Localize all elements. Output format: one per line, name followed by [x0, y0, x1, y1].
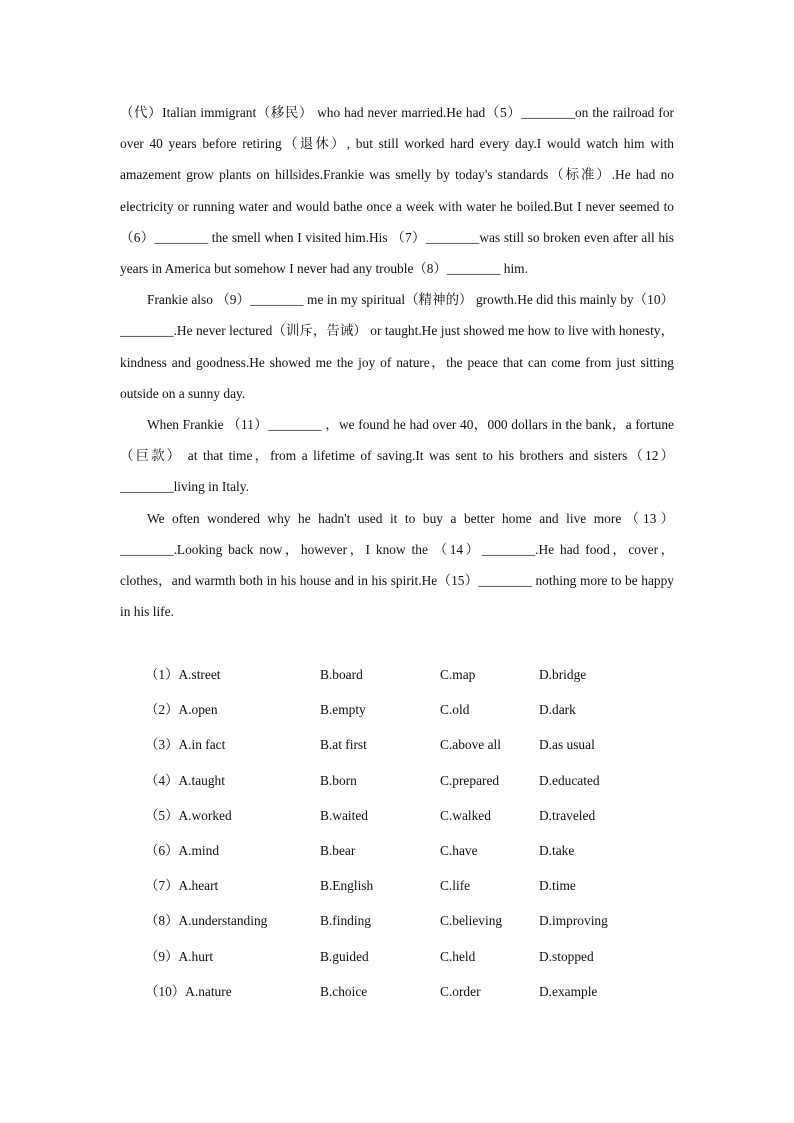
option-b: B.at first	[320, 737, 367, 753]
option-row	[145, 942, 665, 977]
option-b: B.bear	[320, 842, 356, 858]
option-d: D.dark	[539, 702, 576, 718]
option-c: C.order	[440, 983, 481, 999]
option-b: B.empty	[320, 702, 366, 718]
passage-paragraph: We often wondered why he hadn't used it to buy a better home and live more（13）________.Looking back now，however，I know the （14）________.He had food，cover，clothes，and warmth both in his house and in his spirit.He（15）________ nothing more to be happy in his life.	[120, 510, 674, 620]
option-a: （10）A.nature	[145, 983, 232, 999]
option-b: B.guided	[320, 948, 369, 964]
option-row	[145, 871, 665, 906]
option-c: C.life	[440, 878, 471, 894]
option-a: （9）A.hurt	[145, 948, 214, 964]
option-d: D.example	[539, 983, 598, 999]
option-row	[145, 766, 665, 801]
option-b: B.waited	[320, 807, 368, 823]
option-a: （6）A.mind	[145, 842, 220, 858]
option-row	[145, 660, 665, 695]
option-d: D.stopped	[539, 948, 594, 964]
option-a: （4）A.taught	[145, 772, 225, 788]
option-d: D.improving	[539, 913, 608, 929]
option-row	[145, 906, 665, 941]
option-row	[145, 695, 665, 730]
option-d: D.bridge	[539, 667, 587, 682]
option-a: （3）A.in fact	[145, 737, 226, 753]
option-c: C.walked	[440, 807, 491, 823]
option-b: B.board	[320, 667, 363, 682]
option-b: B.finding	[320, 913, 371, 929]
passage-paragraph: Frankie also （9）________ me in my spiritual（精神的） growth.He did this mainly by（10）________.He never lectured（训斥，告诫） or taught.He just showed me how to live with honesty，kindness and goodness.He showed me the joy of nature，the peace that can come from just sitting outside on a sunny day.	[120, 292, 674, 401]
option-a: （1）A.street	[145, 667, 221, 682]
option-a: （8）A.understanding	[145, 913, 268, 929]
option-a: （5）A.worked	[145, 807, 232, 823]
option-b: B.born	[320, 772, 357, 788]
option-b: B.choice	[320, 983, 368, 999]
option-row	[145, 836, 665, 871]
option-row	[145, 801, 665, 836]
option-c: C.old	[440, 702, 470, 718]
option-d: D.time	[539, 878, 576, 894]
option-c: C.have	[440, 842, 478, 858]
option-row	[145, 730, 665, 765]
option-row	[145, 977, 665, 1012]
option-c: C.prepared	[440, 772, 500, 788]
option-d: D.as usual	[539, 737, 595, 753]
answer-options	[145, 660, 665, 1012]
option-d: D.traveled	[539, 807, 596, 823]
passage-paragraph: When Frankie （11）________ ，we found he had over 40，000 dollars in the bank，a fortune（巨款） at that time，from a lifetime of saving.It was sent to his brothers and sisters（12）________living in Italy.	[120, 417, 674, 495]
option-a: （7）A.heart	[145, 878, 219, 894]
option-c: C.above all	[440, 737, 501, 753]
reading-passage	[120, 97, 674, 627]
option-c: C.map	[440, 667, 476, 682]
option-d: D.take	[539, 842, 575, 858]
passage-paragraph: （代）Italian immigrant（移民） who had never married.He had（5）________on the railroad for over 40 years before retiring（退休）, but still worked hard every day.I would watch him with amazement grow plants on hillsides.Frankie was smelly by today's standards（标准）.He had no electricity or running water and would bathe once a week with water he boiled.But I never seemed to （6）________ the smell when I visited him.His （7）________was still so broken even after all his years in America but somehow I never had any trouble（8）________ him.	[120, 105, 674, 277]
option-a: （2）A.open	[145, 702, 218, 718]
option-d: D.educated	[539, 772, 600, 788]
option-c: C.believing	[440, 913, 503, 929]
option-b: B.English	[320, 878, 374, 894]
option-c: C.held	[440, 948, 476, 964]
